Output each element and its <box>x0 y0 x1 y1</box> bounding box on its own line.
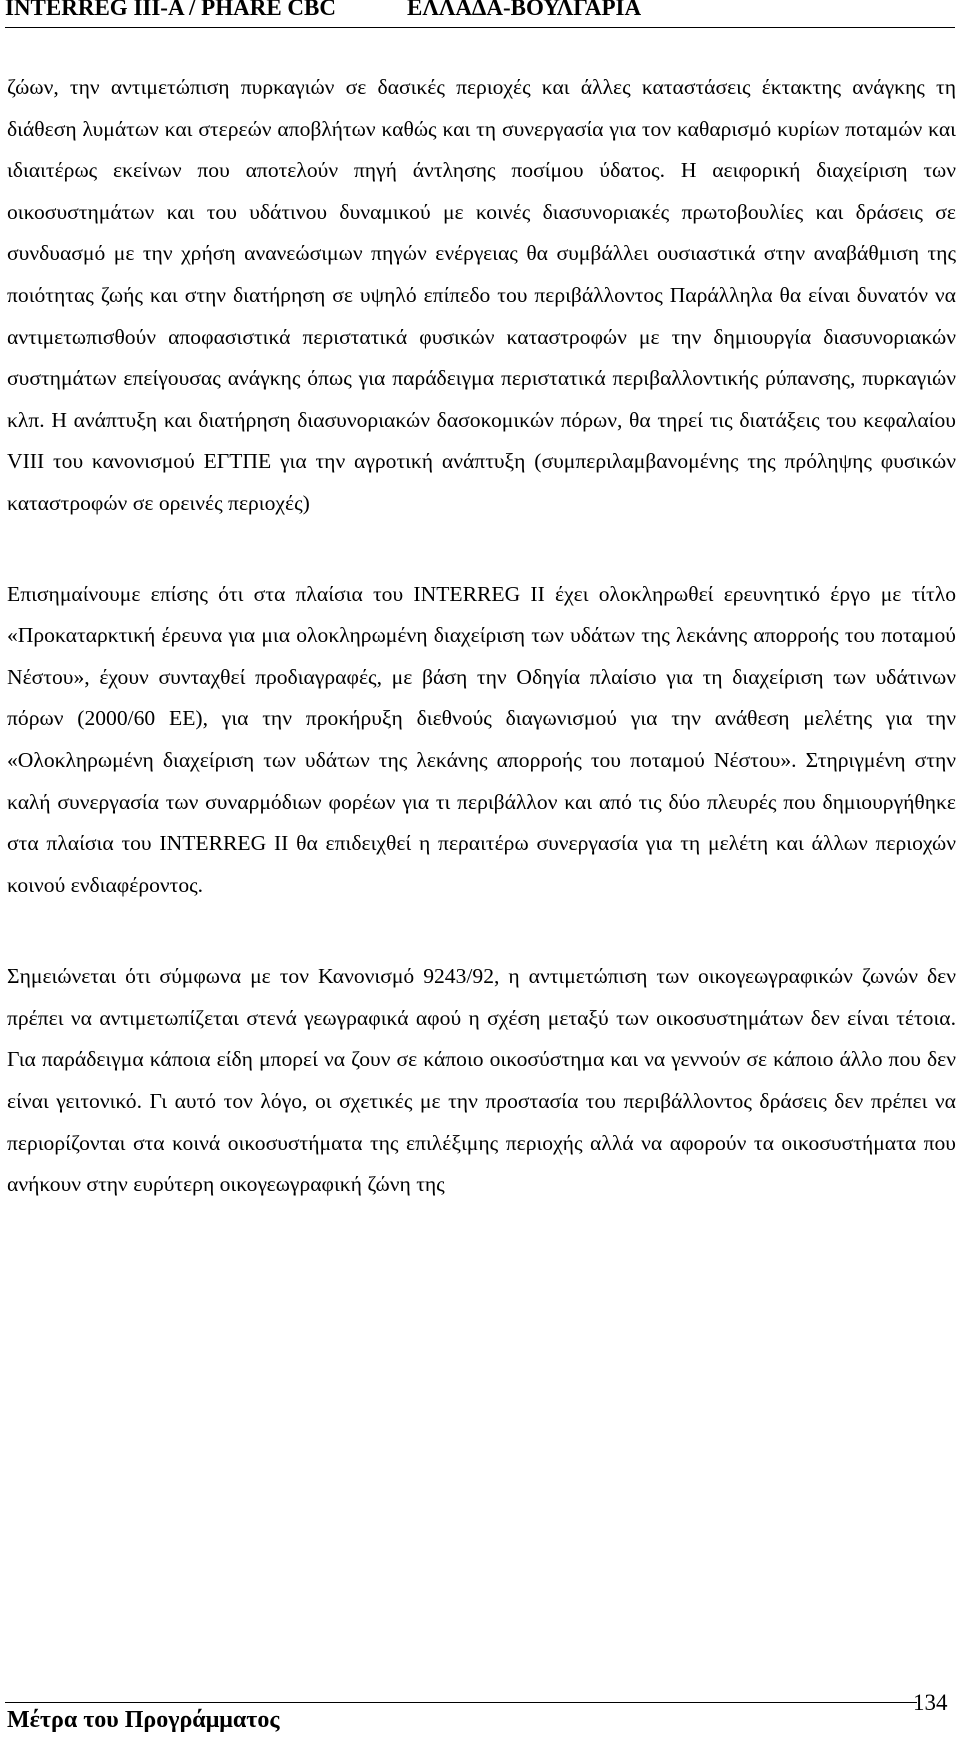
paragraph-ecosystems: ζώων, την αντιμετώπιση πυρκαγιών σε δασικές περιοχές και άλλες καταστάσεις έκτακτης ανάγκης τη διάθεση λυμάτων και στερεών αποβλήτων καθώς και τη συνεργασία για τον καθαρισμό κυρίων ποταμών και ιδιαιτέρως εκείνων που αποτελούν πηγή άντλησης ποσίμου ύδατος. Η αειφορική διαχείριση των οικοσυστημάτων και του υδάτινου δυναμικού με κοινές διασυνοριακές πρωτοβουλίες και δράσεις σε συνδυασμό με την χρήση ανανεώσιμων πηγών ενέργειας θα συμβάλλει ουσιαστικά στην αναβάθμιση της ποιότητας ζωής και στην διατήρηση σε υψηλό επίπεδο του περιβάλλοντος Παράλληλα θα είναι δυνατόν να αντιμετωπισθούν αποφασιστικά περιστατικά φυσικών καταστροφών με την δημιουργία διασυνοριακών συστημάτων επείγουσας ανάγκης όπως για παράδειγμα περιστατικά περιβαλλοντικής ρύπανσης, πυρκαγιών κλπ. Η ανάπτυξη και διατήρηση διασυνοριακών δασοκομικών πόρων, θα τηρεί τις διατάξεις του κεφαλαίου VIII του κανονισμού ΕΓΤΠΕ για την αγροτική ανάπτυξη (συμπεριλαμβανομένης της πρόληψης φυσικών καταστροφών σε ορεινές περιοχές) <box>7 75 956 515</box>
page-number: 134 <box>913 1690 948 1715</box>
paragraph-regulation: Σημειώνεται ότι σύμφωνα με τον Κανονισμό 9243/92, η αντιμετώπιση των οικογεωγραφικών ζωνών δεν πρέπει να αντιμετωπίζεται στενά γεωγραφικά αφού η σχέση μεταξύ των οικοσυστημάτων δεν είναι τέτοια. Για παράδειγμα κάποια είδη μπορεί να ζουν σε κάποιο οικοσύστημα και να γεννούν σε κάποιο άλλο που δεν είναι γειτονικό. Γι αυτό τον λόγο, οι σχετικές με την προστασία του περιβάλλοντος δράσεις δεν πρέπει να περιορίζονται στα κοινά οικοσυστήματα της επιλέξιμης περιοχής αλλά να αφορούν τα οικοσυστήματα που ανήκουν στην ευρύτερη οικογεωγραφική ζώνη της <box>7 964 956 1197</box>
header-region-title: ΕΛΛΑΔΑ-ΒΟΥΛΓΑΡΙΑ <box>407 0 642 20</box>
header-divider <box>5 27 955 28</box>
footer-title: Μέτρα του Προγράμματος <box>7 1707 280 1733</box>
paragraph-interreg-nestos: Επισημαίνουμε επίσης ότι στα πλαίσια του INTERREG II έχει ολοκληρωθεί ερευνητικό έργο με τίτλο «Προκαταρκτική έρευνα για μια ολοκληρωμένη διαχείριση των υδάτων της λεκάνης απορροής του ποταμού Νέστου», έχουν συνταχθεί προδιαγραφές, με βάση την Οδηγία πλαίσιο για τη διαχείριση των υδάτινων πόρων (2000/60 ΕΕ), για την προκήρυξη διεθνούς διαγωνισμού για την ανάθεση μελέτης για την «Ολοκληρωμένη διαχείριση των υδάτων της λεκάνης απορροής του ποταμού Νέστου». Στηριγμένη στην καλή συνεργασία των συναρμόδιων φορέων για τι περιβάλλον και από τις δύο πλευρές που δημιουργήθηκε στα πλαίσια του INTERREG II θα επιδειχθεί η περαιτέρω συνεργασία για τη μελέτη και άλλων περιοχών κοινού ενδιαφέροντος. <box>7 581 956 897</box>
document-body <box>7 67 956 1206</box>
page-header <box>5 0 955 26</box>
header-program-title: INTERREG III-A / PHARE CBC <box>5 0 336 20</box>
footer-divider <box>5 1702 917 1703</box>
